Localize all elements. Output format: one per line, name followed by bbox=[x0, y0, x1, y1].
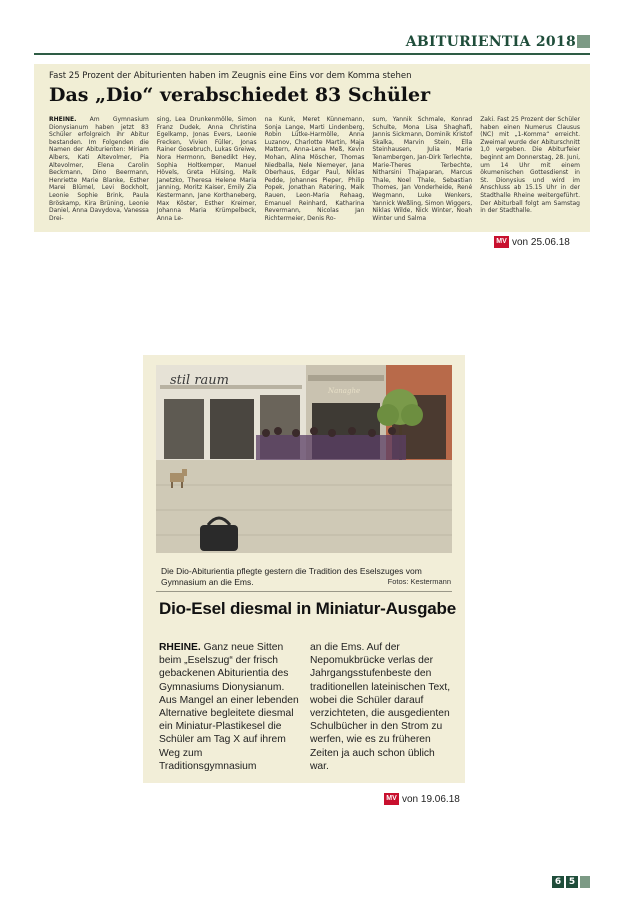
cafe-sign: Nanaghe bbox=[328, 387, 361, 395]
dateline: RHEINE. bbox=[159, 642, 201, 653]
street-photo-image bbox=[156, 365, 452, 553]
article-columns bbox=[159, 641, 451, 773]
article-column: RHEINE. Ganz neue Sitten beim „Eselszug“ der frisch gebackenen Abiturientia des Gymnasiums Dionysianum. Aus Mangel an einer lebenden Alternative begleitete diesmal ein Miniatur-Plastikesel die Schüler am Tag X auf ihrem Weg zum Traditionsgymnasium bbox=[159, 642, 299, 772]
photo-credit: Fotos: Kestermann bbox=[387, 577, 451, 586]
section-title: ABITURIENTIA 2018 bbox=[405, 34, 576, 50]
article-column: sum, Yannik Schmale, Konrad Schulte, Mona Lisa Shaghafi, Jannis Sickmann, Dominik Kristof Skalka, Marvin Stein, Ella Steinhausen, Julia Marie Tenambergen, Jan-Dirk Terlechte, Marie-Theres Terbechte, Nitharsini Thajaparan, Marcus Thale, Noel Thale, Sebastian Thomes, Jan Vonderheide, René Wegmann, Luke Wenkers, Yannick Weßling, Simon Wiggers, Niklas Wilde, Nick Winter, Noah Winter und Salma bbox=[372, 116, 473, 222]
photo-caption: Die Dio-Abiturientia pflegte gestern die Tradition des Eselszuges vom Gymnasium an die Ems. bbox=[161, 566, 422, 587]
page-number: 5 bbox=[566, 876, 578, 888]
article-clipping-graduates bbox=[34, 64, 590, 232]
mv-logo-icon: MV bbox=[384, 793, 399, 805]
article-column: sing, Lea Drunkenmölle, Simon Franz Dudek, Anna Christina Egelkamp, Jonas Evers, Leonie Frecken, Vivien Füller, Jonas Rainer Gosebruch, Lukas Greiwe, Nora Hermonn, Benedikt Hey, Sophia Holtkemper, Manuel Hövels, Greta Hülsing, Maik Janetzko, Theresa Helene Maria Janning, Moritz Kaiser, Emily Zia Kestermann, Jane Korthaneberg, Max Köster, Esther Kreimer, Johanna Maria Krümpelbeck, Anna Le- bbox=[156, 116, 257, 222]
section-marker bbox=[577, 35, 590, 48]
article-column: an die Ems. Auf der Nepomukbrücke verlas der Jahrgangsstufenbeste den traditionellen lateinischen Text, wobei die Schüler darauf verzichteten, die ausgedienten Schulbücher in den Strom zu werfen, wie es zu früheren Zeiten ja auch schon üblich war. bbox=[310, 642, 451, 772]
article-columns bbox=[49, 116, 580, 222]
article-headline: Das „Dio“ verabschiedet 83 Schüler bbox=[49, 84, 431, 106]
article-headline: Dio-Esel diesmal in Miniatur-Ausgabe bbox=[159, 599, 456, 618]
page-numbers bbox=[552, 876, 590, 888]
street-photo bbox=[156, 365, 452, 553]
dateline: RHEINE. bbox=[49, 116, 77, 123]
article-column: RHEINE. Am Gymnasium Dionysianum haben jetzt 83 Schüler erfolgreich ihr Abitur bestanden. Im Folgenden die Namen der Abiturienten: Miriam Albers, Kati Altevolmer, Pia Altevolmer, Elena Carolin Beckmann, Dino Beermann, Henriette Marie Blanke, Esther Marei Blümel, Levi Bockholt, Leonie Sophie Brink, Paula Bröskamp, Kira Brüning, Leonie Daniel, Anna Davydova, Vanessa Drei- bbox=[49, 116, 149, 222]
source-date: von 19.06.18 bbox=[402, 793, 460, 805]
article-kicker: Fast 25 Prozent der Abiturienten haben im Zeugnis eine Eins vor dem Komma stehen bbox=[49, 71, 412, 81]
article-column: na Kunk, Meret Künnemann, Sonja Lange, Marti Lindenberg, Robin Lütke-Harmölle, Anna Luzanov, Charlotte Martin, Maja Mattern, Anna-Lena Meß, Kevin Mohan, Alina Möscher, Thomas Niedballa, Nele Niemeyer, Jana Oberhaus, Edgar Paul, Niklas Pedde, Johannes Pieper, Philip Popek, Jonathan Ratering, Maik Rauen, Leon-Maria Rehaag, Emanuel Reinhard, Katharina Revermann, Nicolas Jan Richtermeier, Denis Ro- bbox=[264, 116, 365, 222]
source-tag bbox=[494, 236, 570, 248]
header-rule bbox=[34, 53, 590, 55]
mv-logo-icon: MV bbox=[494, 236, 509, 248]
page-marker bbox=[580, 876, 590, 888]
shop-sign: stil raum bbox=[170, 373, 230, 388]
page-number: 6 bbox=[552, 876, 564, 888]
article-column: Zaki. Fast 25 Prozent der Schüler haben einen Numerus Clausus (NC) mit „1-Komma“ erreicht. Zweimal wurde der Abiturschnitt 1,0 vergeben. Die Abiturfeier beginnt am Donnerstag, 28. Juni, um 14 Uhr mit einem ökumenischen Gottesdienst in St. Dionysius und wird im Anschluss ab 15.15 Uhr in der Stadthalle Rheine weitergeführt. Der Abiturball folgt am Samstag in der Stadthalle. bbox=[480, 116, 580, 215]
caption-rule bbox=[156, 591, 452, 592]
source-date: von 25.06.18 bbox=[512, 236, 570, 248]
article-clipping-donkey bbox=[143, 355, 465, 783]
source-tag bbox=[384, 793, 460, 805]
